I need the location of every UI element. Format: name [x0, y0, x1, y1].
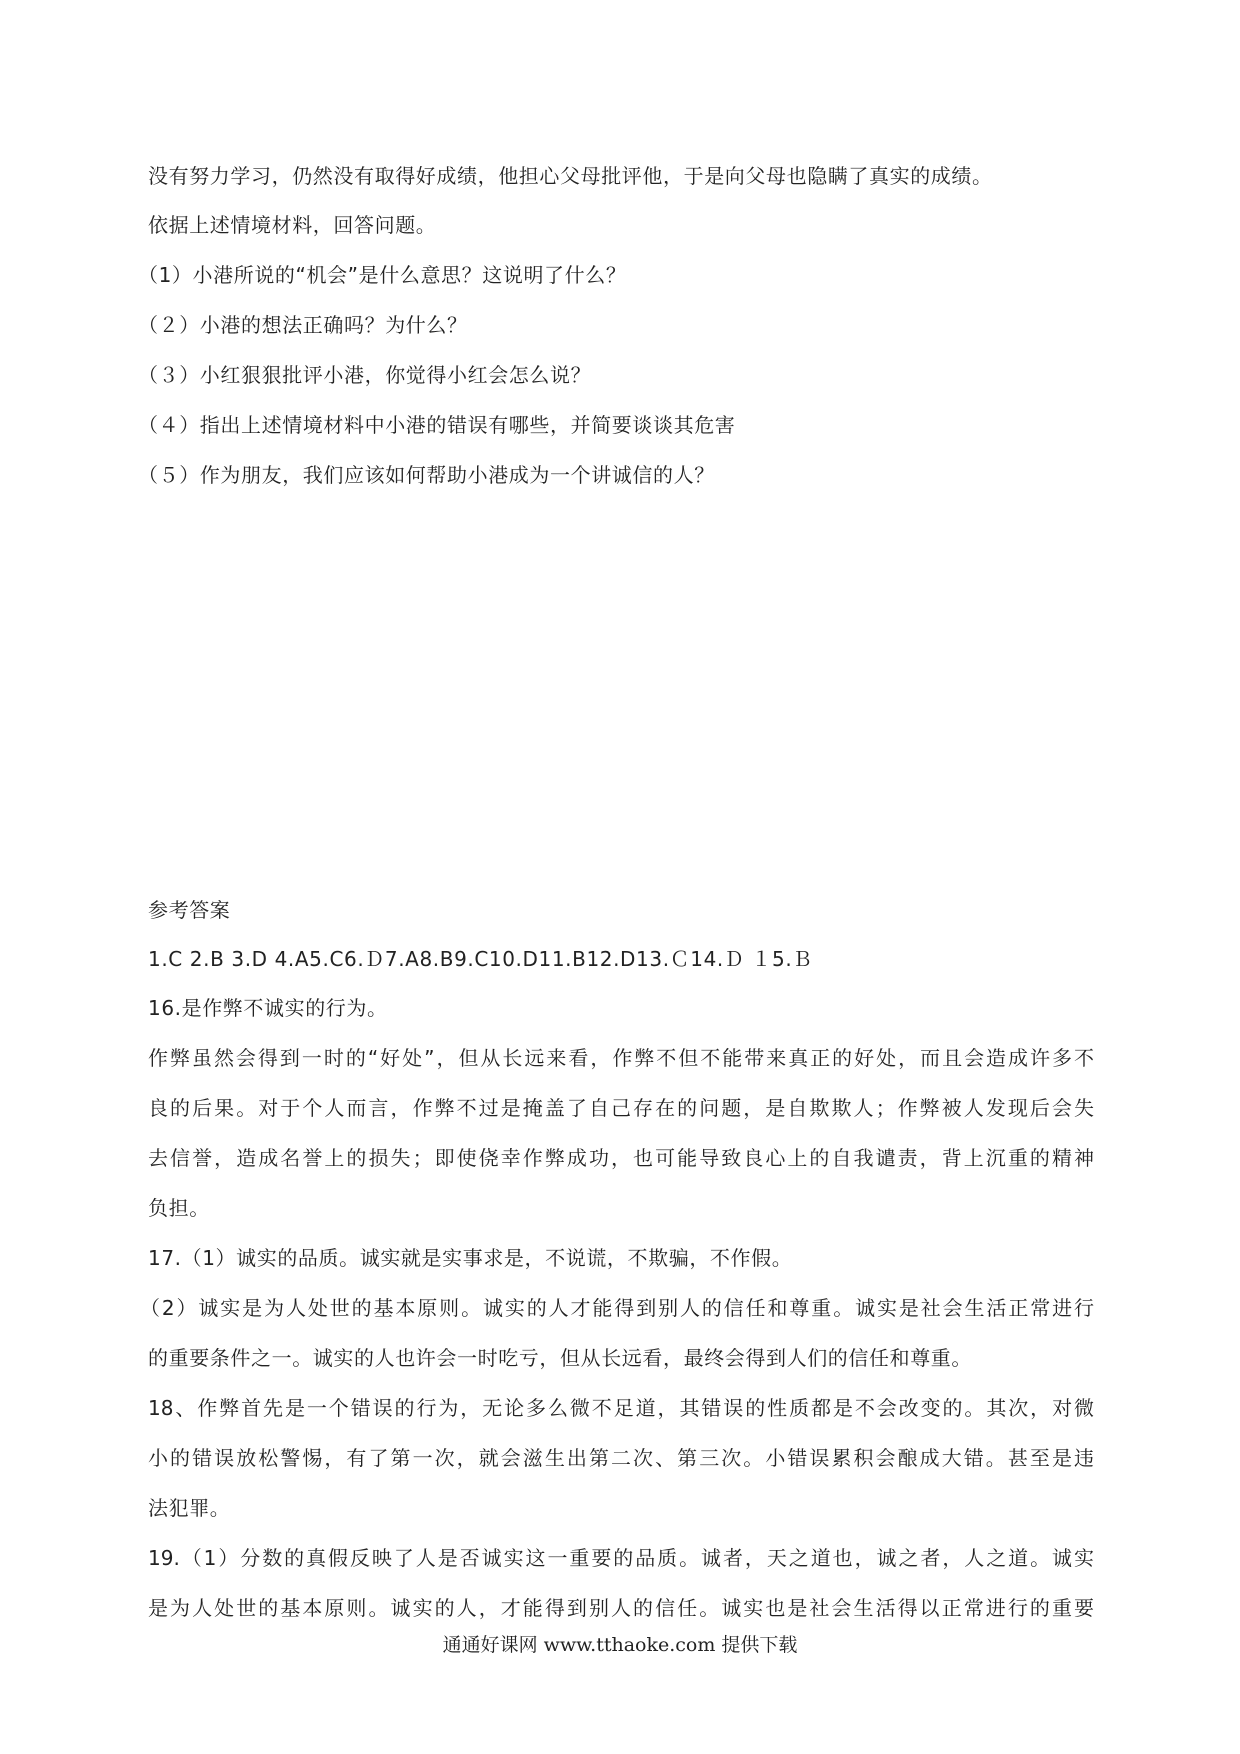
answer-18-line: 法犯罪。	[148, 1496, 231, 1520]
page-footer: 通通好课网 www.tthaoke.com 提供下载	[442, 1634, 798, 1656]
subquestion-5: （５）作为朋友，我们应该如何帮助小港成为一个讲诚信的人？	[138, 463, 715, 487]
answer-17-line: 的重要条件之一。诚实的人也许会一时吃亏，但从长远看，最终会得到人们的信任和尊重。	[148, 1346, 972, 1370]
subquestion-4: （４）指出上述情境材料中小港的错误有哪些，并简要谈谈其危害	[138, 413, 736, 437]
answer-16-line: 负担。	[148, 1196, 210, 1220]
choice-answers: 1.C 2.B 3.D 4.A5.C6.Ｄ7.A8.B9.C10.D11.B12.D13.Ｃ14.Ｄ １5.Ｂ	[148, 947, 813, 971]
answer-19-line: 19.（1）分数的真假反映了人是否诚实这一重要的品质。诚者，天之道也，诚之者，人之道。诚实	[148, 1546, 1094, 1570]
subquestion-1: （1）小港所说的“机会”是什么意思？这说明了什么？	[138, 263, 627, 287]
answers-heading: 参考答案	[148, 898, 231, 922]
subquestion-2: （２）小港的想法正确吗？为什么？	[138, 313, 468, 337]
answer-16-line: 作弊虽然会得到一时的“好处”，但从长远来看，作弊不但不能带来真正的好处，而且会造成许多不	[148, 1046, 1094, 1070]
answer-16-line: 16.是作弊不诚实的行为。	[148, 996, 388, 1020]
answer-17-line: 17.（1）诚实的品质。诚实就是实事求是，不说谎，不欺骗，不作假。	[148, 1246, 793, 1270]
answer-19-line: 是为人处世的基本原则。诚实的人，才能得到别人的信任。诚实也是社会生活得以正常进行的重要	[148, 1596, 1094, 1620]
answer-18-line: 18、作弊首先是一个错误的行为，无论多么微不足道，其错误的性质都是不会改变的。其次，对微	[148, 1396, 1094, 1420]
answer-18-line: 小的错误放松警惕，有了第一次，就会滋生出第二次、第三次。小错误累积会酿成大错。甚至是违	[148, 1446, 1094, 1470]
question-instruction: 依据上述情境材料，回答问题。	[148, 213, 437, 237]
answer-16-line: 良的后果。对于个人而言，作弊不过是掩盖了自己存在的问题，是自欺欺人；作弊被人发现后会失	[148, 1096, 1094, 1120]
question-continuation: 没有努力学习，仍然没有取得好成绩，他担心父母批评他，于是向父母也隐瞒了真实的成绩。	[148, 164, 993, 188]
subquestion-3: （３）小红狠狠批评小港，你觉得小红会怎么说？	[138, 363, 592, 387]
answer-16-line: 去信誉，造成名誉上的损失；即使侥幸作弊成功，也可能导致良心上的自我谴责，背上沉重的精神	[148, 1146, 1094, 1170]
answer-17-line: （2）诚实是为人处世的基本原则。诚实的人才能得到别人的信任和尊重。诚实是社会生活正常进行	[140, 1296, 1094, 1320]
